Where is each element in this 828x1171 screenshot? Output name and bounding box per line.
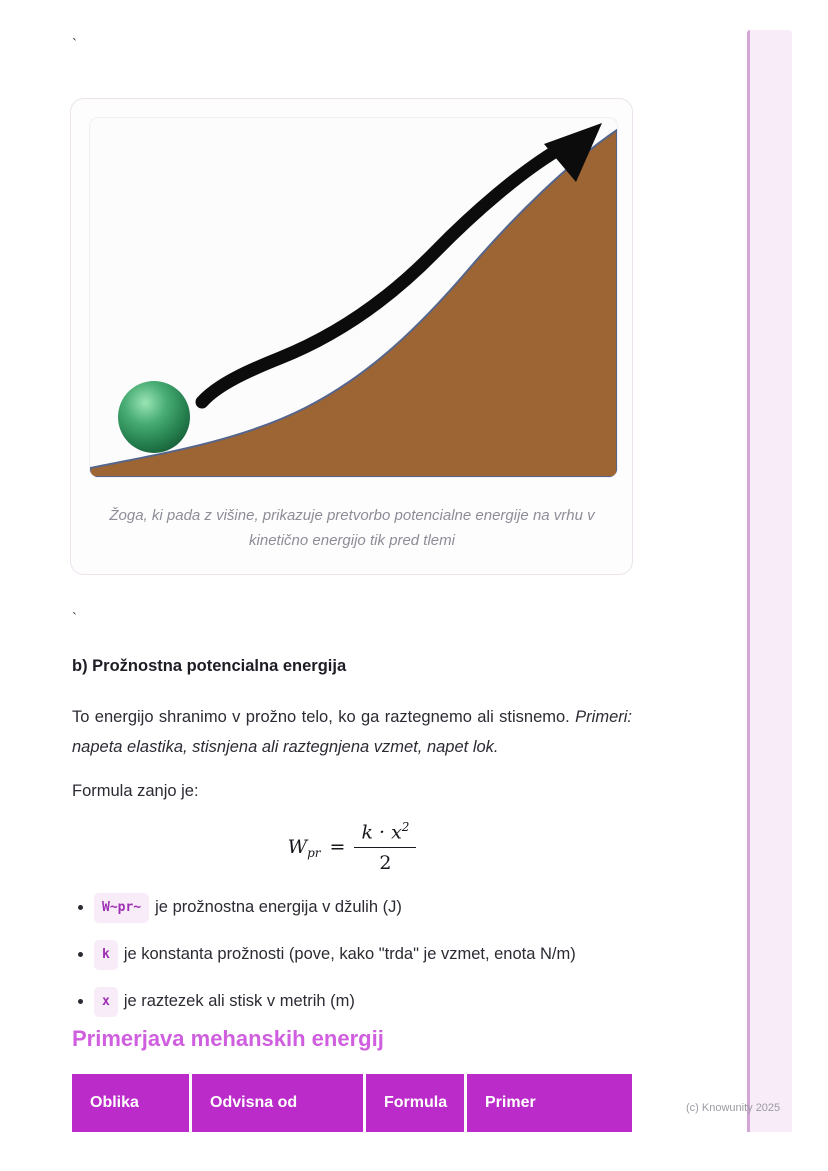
formula-numerator: [354, 820, 416, 848]
elastic-energy-formula: [72, 820, 632, 874]
formula-exponent: 2: [401, 820, 410, 834]
formula-lhs: [287, 836, 321, 861]
body-paragraph: [72, 702, 632, 762]
ball-hill-illustration: [90, 118, 617, 477]
list-item-text: je prožnostna energija v džulih (J): [155, 898, 402, 916]
list-item: [94, 988, 654, 1018]
paragraph-italic-text: Primeri: napeta elastika, stisnjena ali raztegnjena vzmet, napet lok.: [72, 708, 632, 756]
table-header-odvisna-od: Odvisna od: [192, 1074, 363, 1132]
paragraph-regular-text: To energijo shranimo v prožno telo, ko ga raztegnemo ali stisnemo.: [72, 708, 570, 726]
code-token-k: k: [94, 940, 118, 970]
stray-backtick-top: `: [72, 36, 77, 53]
formula-subscript: pr: [307, 846, 321, 861]
section-heading-comparison: Primerjava mehanskih energij: [72, 1026, 384, 1051]
scrollbar-track[interactable]: [747, 30, 792, 1132]
green-ball: [118, 381, 190, 453]
stray-backtick-middle: `: [72, 610, 77, 627]
ball-hill-svg: [90, 118, 617, 477]
list-item-text: je raztezek ali stisk v metrih (m): [123, 992, 355, 1010]
figure-card: [70, 98, 633, 575]
figure-caption: Žoga, ki pada z višine, prikazuje pretvorbo potencialne energije na vrhu v kinetično energijo tik pred tlemi: [109, 507, 595, 549]
table-header-oblika: Oblika: [72, 1074, 189, 1132]
list-item: [94, 894, 654, 924]
code-token-wpr: W~pr~: [94, 893, 149, 923]
formula-equals: =: [329, 836, 346, 859]
table-header-formula: Formula: [366, 1074, 464, 1132]
formula-fraction: [354, 820, 416, 874]
formula-lead-text: Formula zanjo je:: [72, 782, 199, 800]
comparison-table-header-row: [72, 1074, 632, 1132]
formula-denominator: 2: [379, 852, 392, 875]
symbol-legend-list: [72, 894, 654, 1035]
list-item-text: je konstanta prožnosti (pove, kako "trda" je vzmet, enota N/m): [123, 945, 576, 963]
list-item: [94, 941, 654, 971]
subheading-elastic-energy: b) Prožnostna potencialna energija: [72, 657, 347, 675]
formula-w: W: [287, 836, 308, 859]
formula-numerator-main: k · x: [361, 821, 402, 844]
table-header-primer: Primer: [467, 1074, 632, 1132]
code-token-x: x: [94, 987, 118, 1017]
copyright-watermark: (c) Knowunity 2025: [686, 1102, 781, 1114]
